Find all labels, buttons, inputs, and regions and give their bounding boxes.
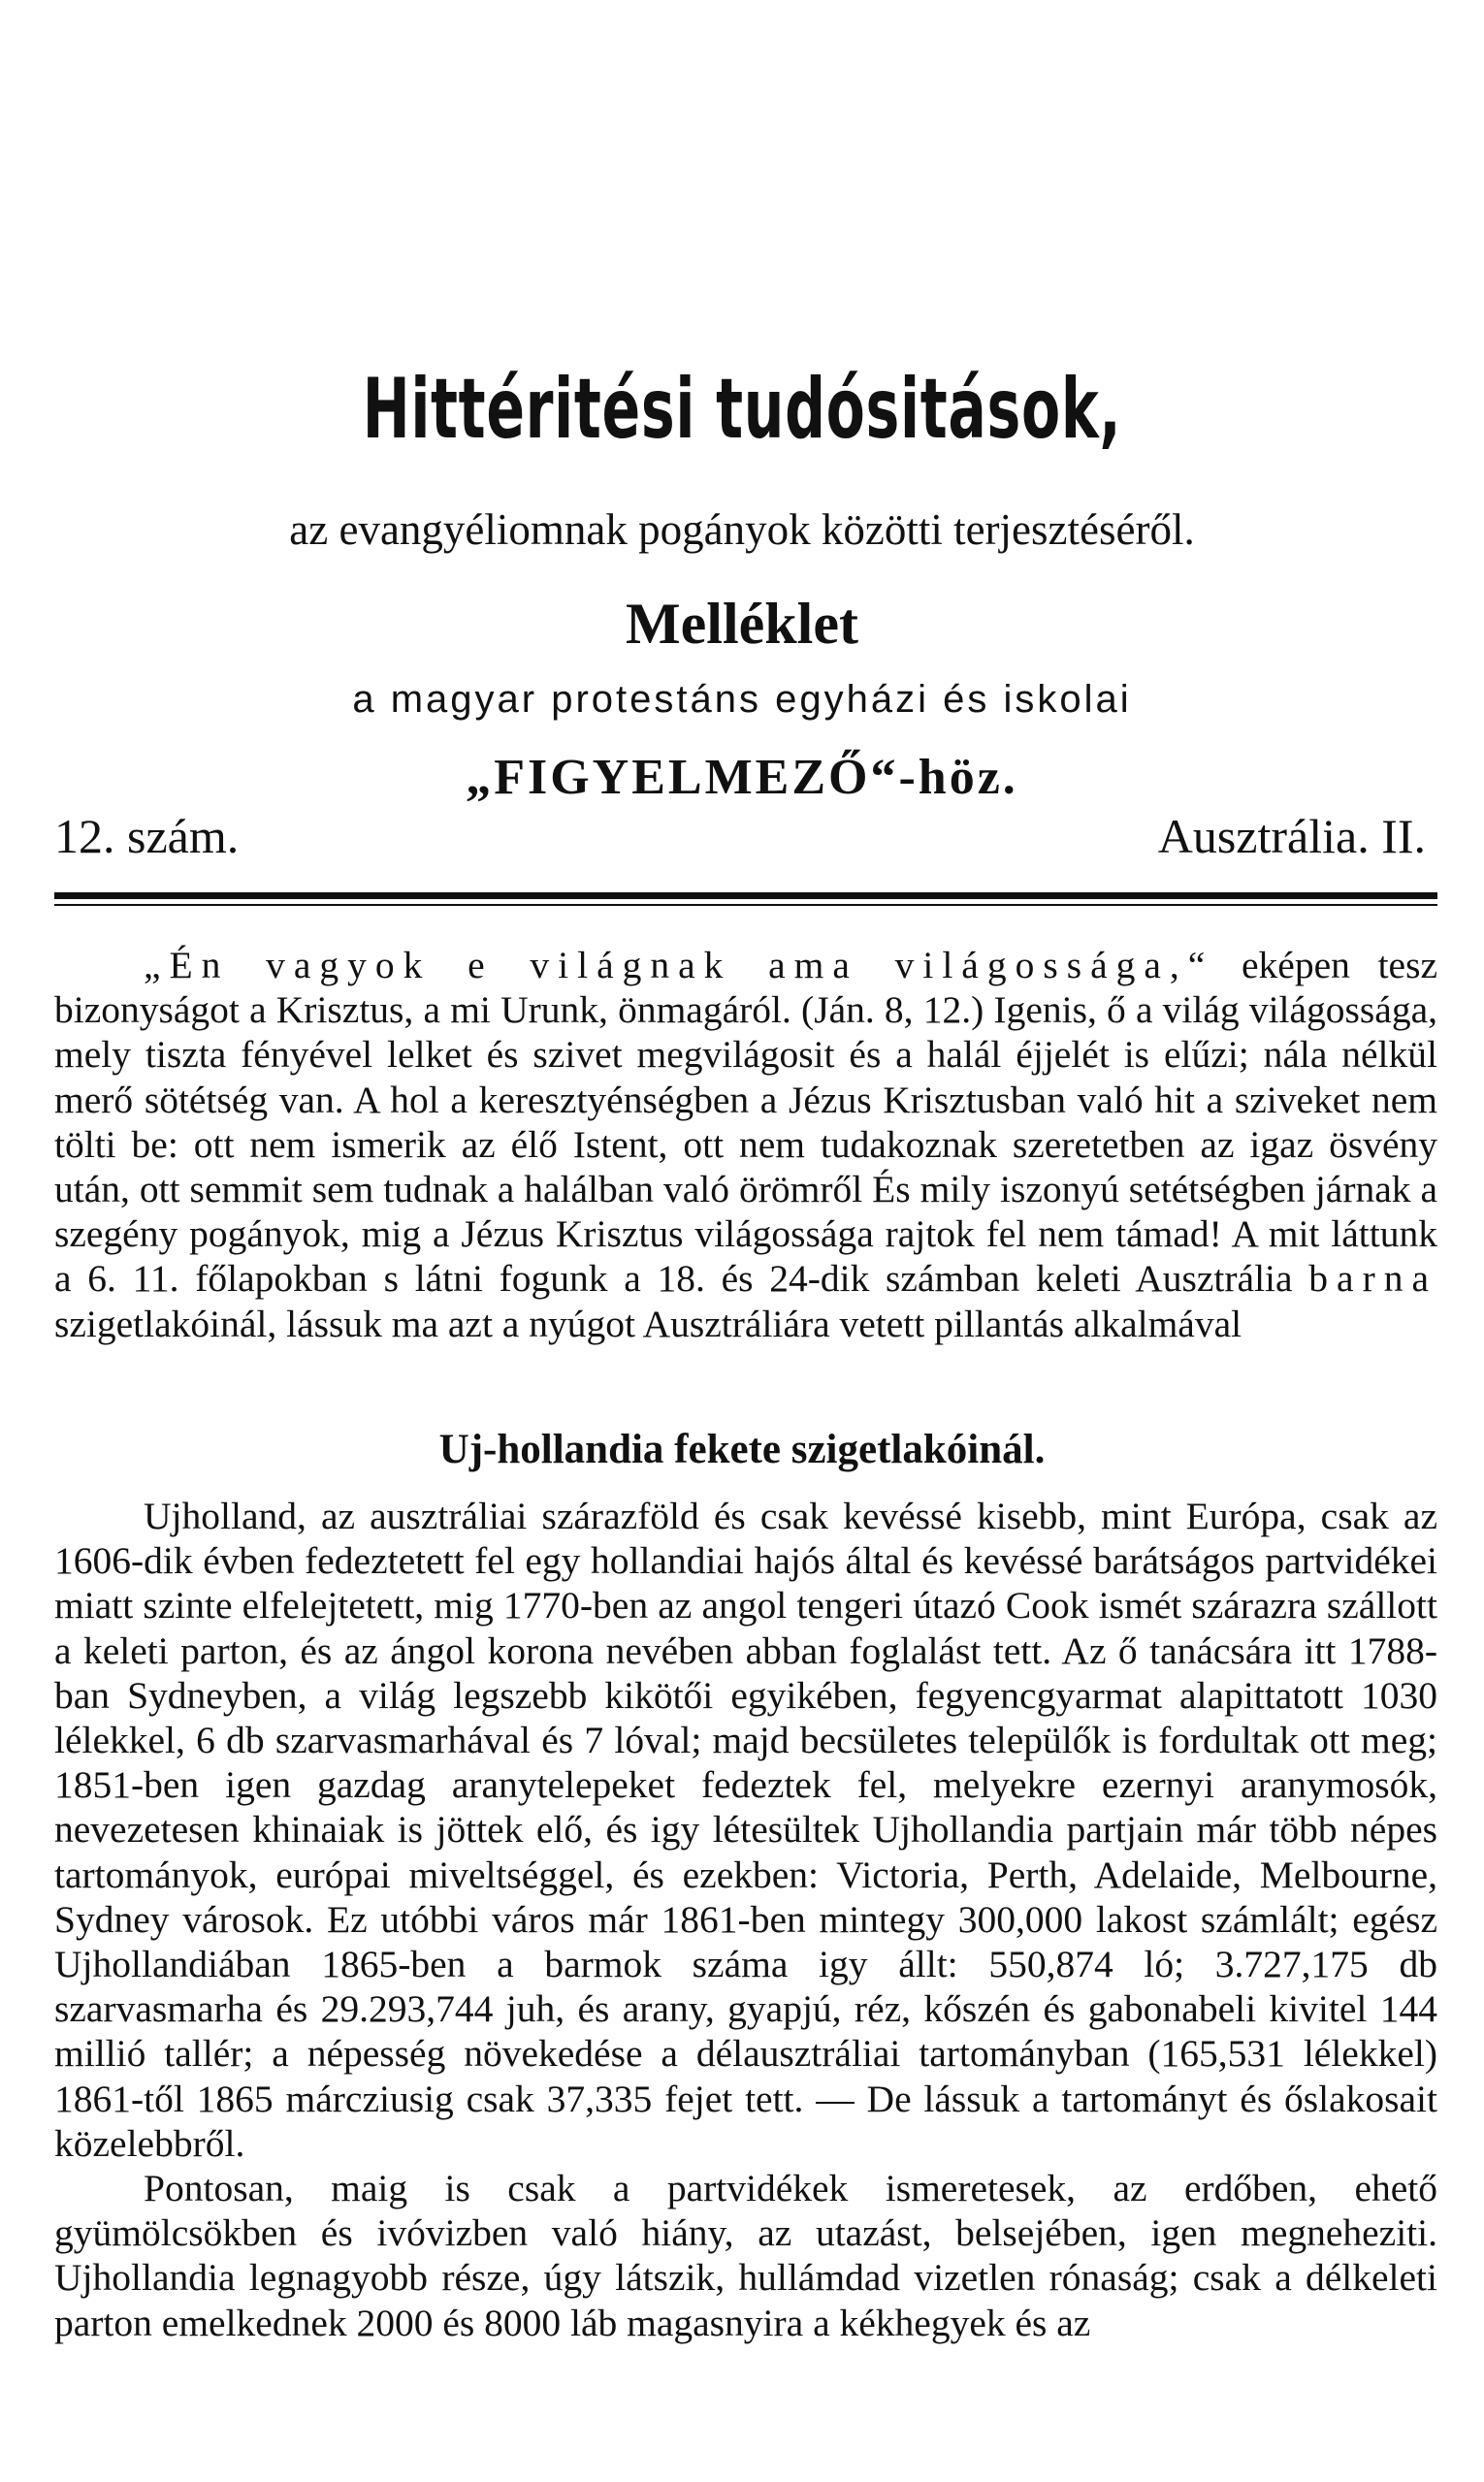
section-paragraph-1: Ujholland, az ausztráliai szárazföld és csak kevéssé kisebb, mint Európa, csak az 1606-dik évben fedeztetett fel egy hollandiai hajós által és kevéssé barátságos partvidékei miatt szinte elfelejtetett, mig 1770-ben az angol tengeri útazó Cook ismét szárazra szállott a keleti parton, és az ángol korona nevében abban foglalást tett. Az ő tanácsára itt 1788-ban Sydneyben, a világ legszebb kikötői egyikében, fegyencgyarmat alapittatott 1030 lélekkel, 6 db szarvasmarhával és 7 lóval; majd becsületes települők is fordultak ott meg; 1851-ben igen gazdag aranytelepeket fedeztek fel, melyekre ezernyi aranymosók, nevezetesen khinaiak is jöttek elő, és igy létesültek Ujhollandia partjain már több népes tartományok, európai miveltséggel, és ezekben: Victoria, Perth, Adelaide, Melbourne, Sydney városok. Ez utóbbi város már 1861-ben mintegy 300,000 lakost számlált; egész Ujhollandiában 1865-ben a barmok száma igy állt: 550,874 ló; 3.727,175 db szarvasmarha és 29.293,744 juh, és arany, gyapjú, réz, kőszén és gabonabeli kivitel 144 millió tallér; a népesség növekedése a délausztráliai tartományban (165,531 lélekkel) 1861-től 1865 márcziusig csak 37,335 fejet tett. — De lássuk a tartományt és őslakosait közelebbről. [54,1495,1437,2165]
intro-paragraph [54,943,1437,1346]
intro-quote: „Én vagyok e világnak ama világossága,“ [144,944,1214,986]
journal-name: „FIGYELMEZŐ“-höz. [466,750,1018,805]
issue-number: 12. szám. [54,809,240,863]
section-heading: Uj-hollandia fekete szigetlakóinál. [438,1427,1046,1472]
region-label: Ausztrália. II. [1157,809,1426,863]
supplement-description: a magyar protestáns egyházi és iskolai [352,678,1132,721]
page-title: Hittéritési tudósitások, [362,361,1122,458]
page-subtitle: az evangyéliomnak pogányok közötti terjesztéséről. [289,505,1195,554]
intro-emphasis: barna [1308,1257,1437,1301]
header-rule-thick [54,892,1437,899]
section-paragraph-2: Pontosan, maig is csak a partvidékek ismeretesek, az erdőben, ehető gyümölcsökben és ivóvizben való hiány, az utazást, belsejében, igen megneheziti. Ujhollandia legnagyobb része, úgy látszik, hullámdad vizetlen rónaság; csak a délkeleti parton emelkednek 2000 és 8000 láb magasnyira a kékhegyek és az [54,2167,1437,2344]
intro-text: eképen tesz bizonyságot a Krisztus, a mi Urunk, önmagáról. (Ján. 8, 12.) Igenis, ő a világ világossága, mely tiszta fényével lelket és szivet megvilágosit és a halál éjjelét is elűzi; nála nélkül merő sötétség van. A hol a keresztyénségben a Jézus Krisztusban való hit a sziveket nem tölti be: ott nem ismerik az élő Istent, ott nem tudakoznak szeretetben az igaz ösvény után, ott semmit sem tudnak a halálban való örömről És mily iszonyú setétségben járnak a szegény pogányok, mig a Jézus Krisztus világossága rajtok fel nem támad! A mit láttunk a 6. 11. főlapokban s látni fogunk a 18. és 24-dik számban keleti Ausztrália [54,944,1437,1301]
intro-text-end: szigetlakóinál, lássuk ma azt a nyúgot Ausztráliára vetett pillantás alkalmával [54,1302,1242,1345]
header-rule-thin [54,904,1437,906]
section-body [54,1494,1437,2345]
supplement-heading: Melléklet [626,592,858,656]
